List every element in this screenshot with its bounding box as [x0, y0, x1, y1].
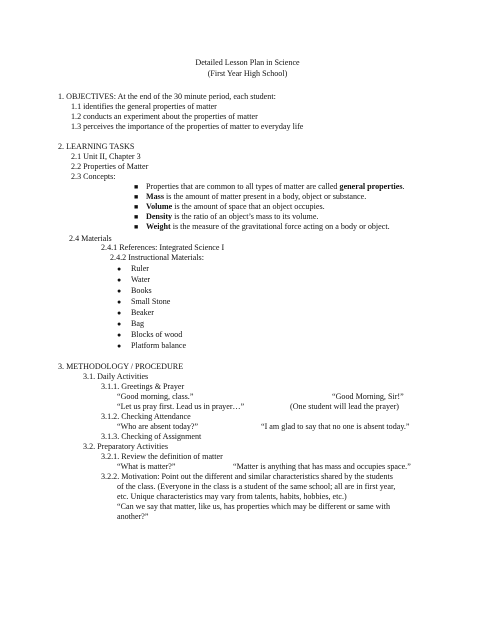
motivation-question: “Can we say that matter, like us, has properties which may be different or same with	[117, 502, 391, 511]
concept-item: Properties that are common to all types of matter are called general properties.	[146, 182, 405, 191]
motivation-question: another?”	[117, 512, 149, 521]
motivation-text: etc. Unique characteristics may vary from talents, habits, hobbies, etc.)	[117, 492, 347, 501]
round-bullet-icon: ●	[117, 298, 122, 306]
daily-activities-label: 3.1. Daily Activities	[83, 372, 149, 381]
objective-item: 1.2 conducts an experiment about the properties of matter	[71, 112, 258, 121]
preparatory-activities-label: 3.2. Preparatory Activities	[83, 442, 168, 451]
motivation-text: 3.2.2. Motivation: Point out the different and similar characteristics shared by the students	[101, 472, 393, 481]
concept-item: Mass is the amount of matter present in a body, object or substance.	[146, 192, 367, 201]
learning-tasks-heading: 2. LEARNING TASKS	[58, 142, 135, 151]
material-item: Beaker	[131, 308, 154, 317]
material-item: Books	[131, 286, 152, 295]
document-subtitle: (First Year High School)	[207, 69, 288, 78]
square-bullet-icon: ■	[134, 183, 139, 191]
topic-line: 2.2 Properties of Matter	[71, 162, 149, 171]
teacher-greeting: “Good morning, class.”	[117, 392, 194, 401]
methodology-heading: 3. METHODOLOGY / PROCEDURE	[58, 362, 184, 371]
materials-label: 2.4 Materials	[69, 234, 112, 243]
round-bullet-icon: ●	[117, 265, 122, 273]
student-review-answer: “Matter is anything that has mass and occupies space.”	[233, 462, 411, 471]
square-bullet-icon: ■	[134, 213, 139, 221]
attendance-label: 3.1.2. Checking Attendance	[101, 412, 191, 421]
round-bullet-icon: ●	[117, 287, 122, 295]
student-attendance: “I am glad to say that no one is absent today.”	[261, 422, 410, 431]
document-title: Detailed Lesson Plan in Science	[195, 58, 300, 67]
review-label: 3.2.1. Review the definition of matter	[101, 452, 223, 461]
objective-item: 1.1 identifies the general properties of matter	[71, 102, 217, 111]
student-prayer: (One student will lead the prayer)	[290, 402, 400, 411]
instructional-materials-label: 2.4.2 Instructional Materials:	[110, 253, 204, 262]
material-item: Small Stone	[131, 297, 171, 306]
assignment-label: 3.1.3. Checking of Assignment	[101, 432, 202, 441]
concept-item: Density is the ratio of an object’s mass to its volume.	[146, 212, 319, 221]
round-bullet-icon: ●	[117, 320, 122, 328]
square-bullet-icon: ■	[134, 223, 139, 231]
motivation-text: of the class. (Everyone in the class is a student of the same school; all are in first year,	[117, 482, 396, 491]
concept-item: Weight is the measure of the gravitational force acting on a body or object.	[146, 222, 390, 231]
objectives-heading: 1. OBJECTIVES: At the end of the 30 minute period, each student:	[58, 92, 276, 101]
material-item: Bag	[131, 319, 145, 328]
teacher-attendance: “Who are absent today?”	[117, 422, 199, 431]
teacher-review-question: “What is matter?”	[117, 462, 176, 471]
references-line: 2.4.1 References: Integrated Science I	[101, 243, 225, 252]
round-bullet-icon: ●	[117, 276, 122, 284]
greetings-label: 3.1.1. Greetings & Prayer	[101, 382, 185, 391]
material-item: Water	[131, 275, 151, 284]
square-bullet-icon: ■	[134, 203, 139, 211]
round-bullet-icon: ●	[117, 342, 122, 350]
teacher-prayer: “Let us pray first. Lead us in prayer…”	[117, 402, 245, 411]
material-item: Ruler	[131, 264, 149, 273]
objective-item: 1.3 perceives the importance of the properties of matter to everyday life	[71, 122, 304, 131]
material-item: Platform balance	[131, 341, 187, 350]
concepts-label: 2.3 Concepts:	[71, 172, 116, 181]
concept-item: Volume is the amount of space that an object occupies.	[146, 202, 325, 211]
material-item: Blocks of wood	[131, 330, 183, 339]
square-bullet-icon: ■	[134, 193, 139, 201]
round-bullet-icon: ●	[117, 309, 122, 317]
unit-line: 2.1 Unit II, Chapter 3	[71, 152, 141, 161]
round-bullet-icon: ●	[117, 331, 122, 339]
student-greeting: “Good Morning, Sir!”	[332, 392, 404, 401]
